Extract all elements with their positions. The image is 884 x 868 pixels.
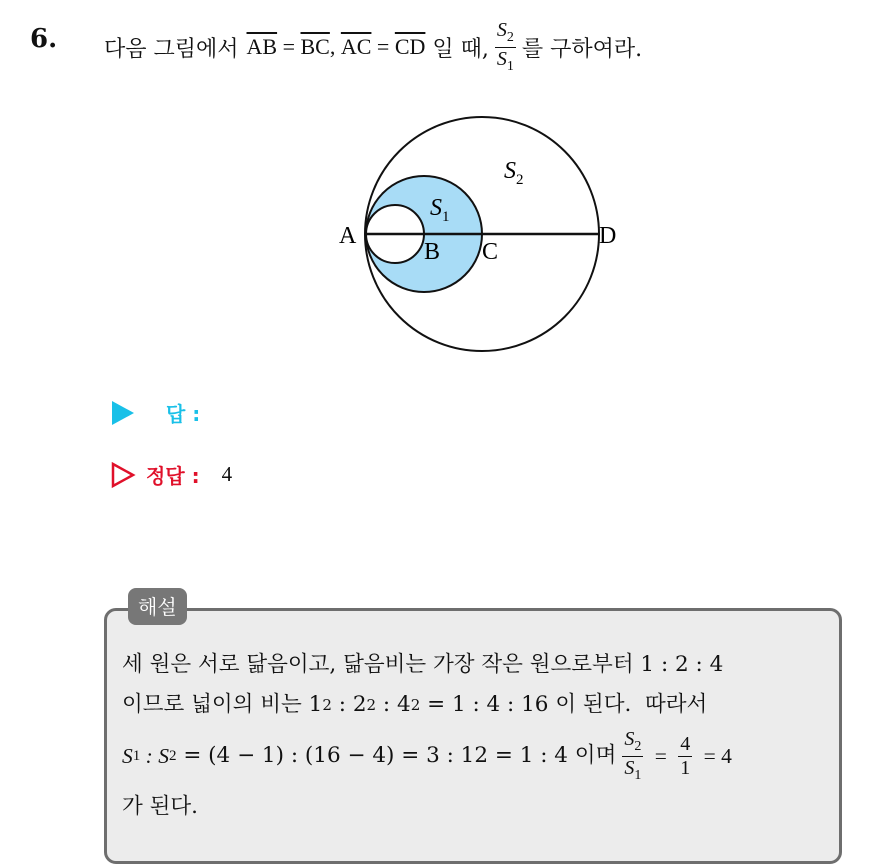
correct-answer-row [110, 460, 232, 489]
frac-denominator: S [624, 756, 635, 779]
segment-cd: $\overline{CD}$ [394, 34, 426, 60]
explanation-text: 가 된다. [122, 794, 198, 819]
question-number: 6. [30, 24, 58, 54]
explanation-text: 세 원은 서로 닮음이고, 닮음비는 가장 작은 원으로부터 1 : 2 : 4 [122, 652, 724, 677]
equals-sign: = [371, 34, 395, 60]
answer-label: 답 : [166, 402, 201, 426]
equals-sign: = [277, 34, 301, 60]
correct-answer-value: 4 [221, 462, 233, 486]
correct-answer-label: 정답 : [146, 464, 200, 488]
exponent: 2 [410, 696, 421, 714]
explanation-text: = (4 − 1) : (16 − 4) = 3 : 12 = 1 : 4 이며 [176, 743, 617, 768]
point-b-label: B [424, 239, 441, 265]
math-symbol: : S [140, 744, 169, 768]
math-symbol: S [122, 744, 133, 768]
explanation-line-4 [122, 787, 828, 827]
explanation-line-1 [122, 645, 828, 685]
play-triangle-icon [110, 399, 136, 427]
comma: , [329, 34, 341, 60]
explanation-text: = 4 [698, 744, 732, 768]
circles-figure [330, 110, 630, 360]
explanation-text: : 2 [331, 692, 367, 717]
frac-denominator: S [496, 47, 507, 70]
frac-numerator: S [624, 727, 635, 750]
explanation-text: 이므로 넓이의 비는 1 [122, 692, 323, 717]
subscript: 1 [132, 748, 141, 764]
outline-triangle-icon [110, 461, 136, 489]
explanation-body [122, 645, 828, 827]
explanation-line-3 [122, 725, 828, 787]
question-mid: 일 때, [425, 36, 489, 62]
question-suffix: 를 구하여라. [521, 36, 643, 62]
question-prefix: 다음 그림에서 [104, 36, 239, 62]
explanation-tag: 해설 [128, 588, 187, 625]
frac-denominator: 1 [680, 756, 691, 779]
explanation-text: = 1 : 4 : 16 이 된다. 따라서 [420, 692, 708, 717]
question-text [104, 20, 642, 74]
fraction-s2-over-s1 [622, 729, 643, 783]
explanation-line-2 [122, 685, 828, 725]
fraction-4-over-1 [678, 734, 692, 779]
frac-denominator-sub: 1 [634, 767, 642, 783]
explanation-text: : 4 [376, 692, 411, 717]
subscript: 2 [168, 748, 177, 764]
segment-bc: $\overline{BC}$ [300, 34, 330, 60]
answer-row [110, 398, 230, 427]
frac-numerator: 4 [680, 732, 691, 755]
region-s1-label: $S_1$ [430, 195, 450, 225]
segment-ab: $\overline{AB}$ [246, 34, 278, 60]
equals-sign: = [649, 744, 673, 768]
point-d-label: D [599, 223, 617, 249]
frac-denominator-sub: 1 [506, 58, 514, 74]
region-s2-label: $S_2$ [504, 158, 524, 188]
exponent: 2 [366, 696, 377, 714]
frac-numerator-sub: 2 [506, 30, 514, 45]
point-c-label: C [482, 239, 499, 265]
fraction-s2-over-s1 [495, 20, 516, 74]
point-a-label: A [339, 223, 357, 249]
frac-numerator-sub: 2 [634, 738, 642, 754]
exponent: 2 [322, 696, 332, 714]
segment-ac: $\overline{AC}$ [340, 34, 372, 60]
frac-numerator: S [496, 19, 507, 41]
